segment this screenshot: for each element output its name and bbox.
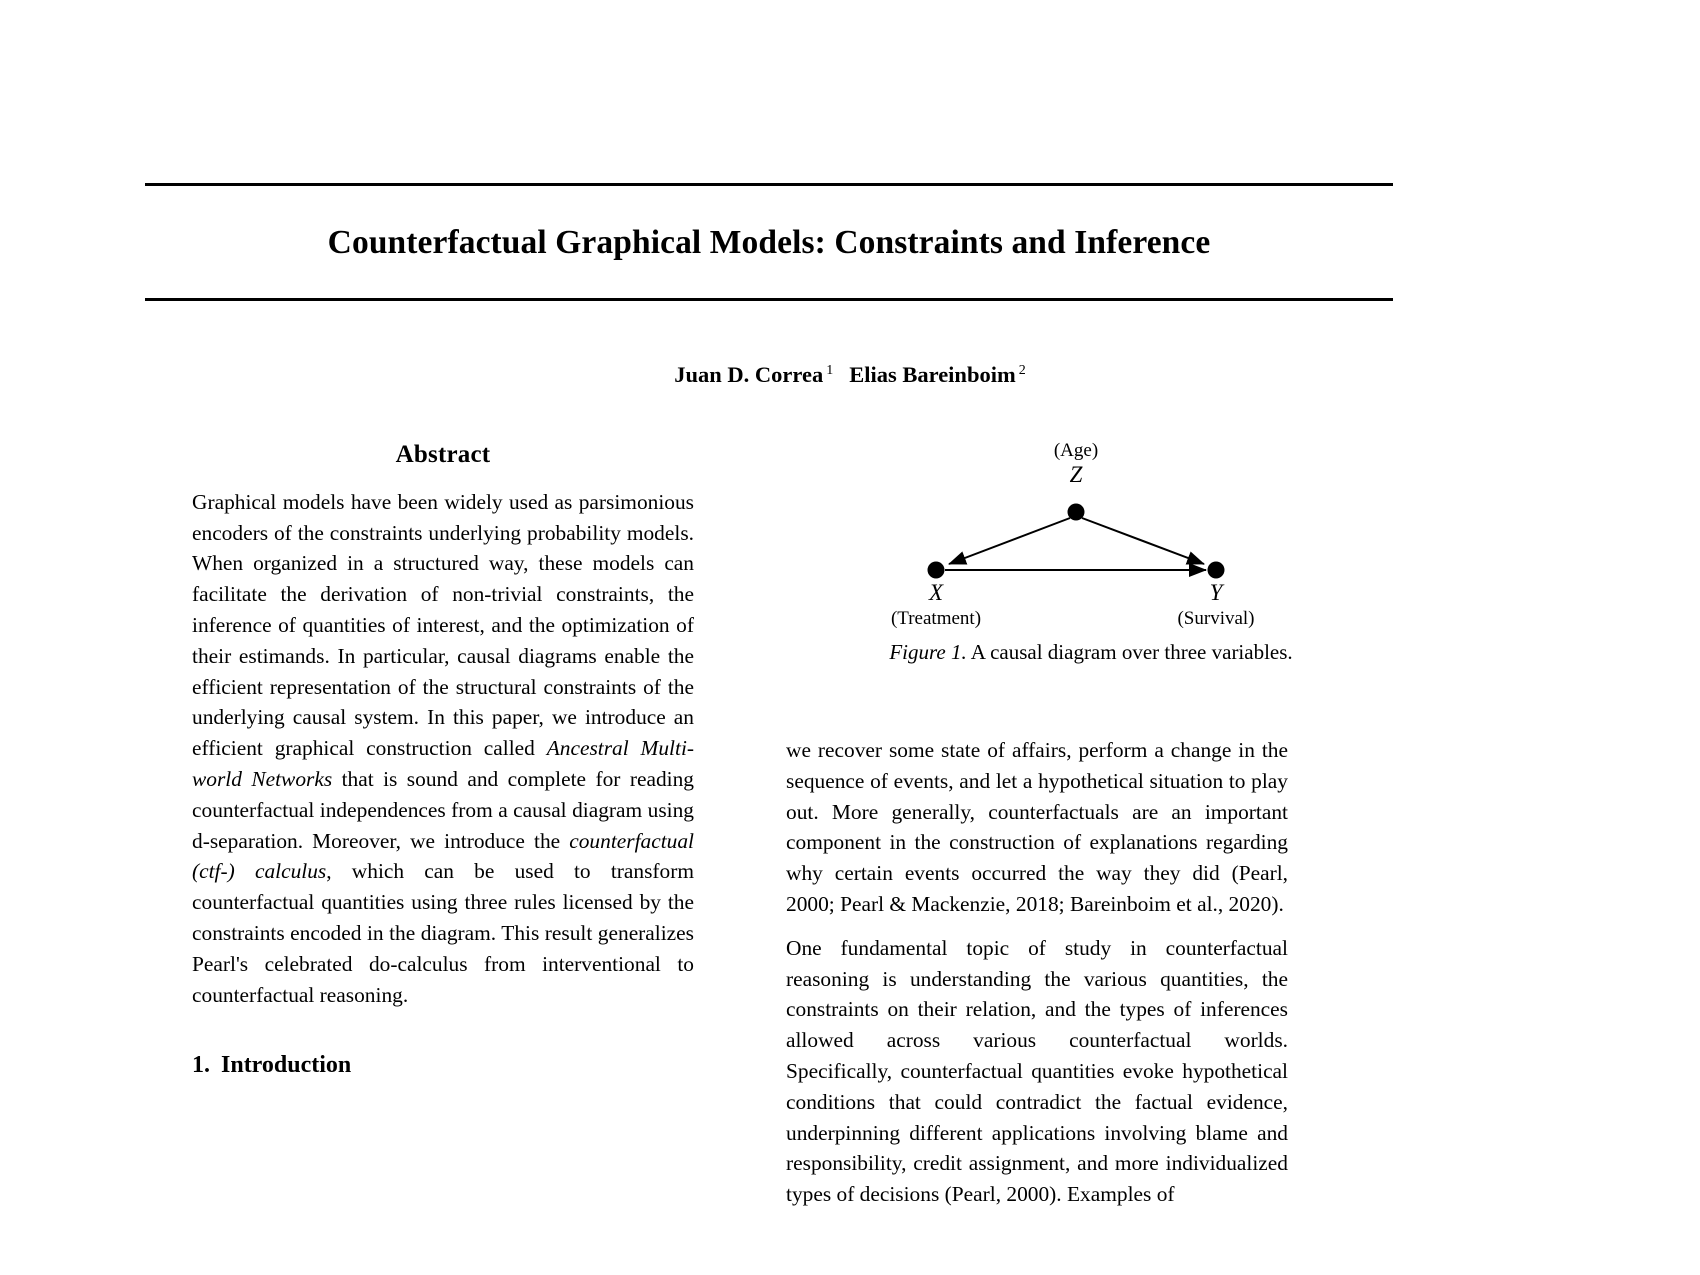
- node-x-dot: [928, 562, 945, 579]
- body-paragraph-2: One fundamental topic of study in counterfactual reasoning is understanding the various quantities, the constraints on their relation, and the types of inferences allowed across various counterfactual worlds. Specifically, counterfactual quantities evoke hypothetical conditions that could contradict the factual evidence, underpinning different applications involving blame and responsibility, credit assignment, and more individualized types of decisions (Pearl, 2000). Examples of: [786, 935, 1288, 1207]
- author-affiliation-marker: 2: [1018, 362, 1026, 378]
- node-y-dot: [1208, 562, 1225, 579]
- body-paragraph-1: we recover some state of affairs, perform a change in the sequence of events, and let a hypothetical situation to play out. More generally, counterfactuals are an important component in the construction of explanations regarding why certain events occurred the way they did (Pearl, 2000; Pearl & Mackenzie, 2018; Bareinboim et al., 2020).: [786, 738, 1288, 916]
- edge-z-to-x: [949, 518, 1070, 564]
- page-title: Counterfactual Graphical Models: Constraints and Inference: [327, 224, 1211, 261]
- author-affiliation-marker: 1: [826, 362, 834, 378]
- author-entry: [674, 362, 833, 387]
- node-z-label: Z: [1069, 462, 1083, 487]
- left-column: [192, 440, 694, 1081]
- section-number: 1.: [192, 1052, 210, 1079]
- author-name: Elias Bareinboim: [849, 362, 1016, 387]
- title-block: [145, 183, 1393, 301]
- abstract-heading: Abstract: [395, 441, 491, 468]
- node-x-annotation: (Treatment): [890, 608, 982, 629]
- abstract-text: [192, 487, 694, 1011]
- right-column: [786, 735, 1288, 1210]
- edge-z-to-y: [1082, 518, 1204, 564]
- author-name: Juan D. Correa: [674, 362, 824, 387]
- node-z-dot: [1068, 504, 1085, 521]
- author-list: [0, 362, 1700, 388]
- figure-caption: [811, 638, 1371, 666]
- figure-number: Figure 1.: [889, 640, 967, 664]
- author-entry: [849, 362, 1026, 387]
- causal-diagram: [786, 440, 1396, 629]
- node-y-label: Y: [1209, 580, 1223, 605]
- figure-caption-text: A causal diagram over three variables.: [966, 640, 1293, 664]
- section-title: Introduction: [221, 1052, 352, 1079]
- figure-1: [786, 440, 1396, 666]
- node-z-annotation: (Age): [1053, 440, 1099, 461]
- abstract-part-2: that is sound and complete for reading counterfactual independences from a causal diagram using d-separation. Moreover, we introduce the: [192, 766, 694, 853]
- abstract-part-3: , which can be used to transform counterfactual quantities using three rules licensed by the constraints encoded in the diagram. This result generalizes Pearl's celebrated do-calculus from interventional to counterfactual reasoning.: [192, 859, 694, 1007]
- abstract-part-1: Graphical models have been widely used as parsimonious encoders of the constraints underlying probability models. When organized in a structured way, these models can facilitate the derivation of non-trivial constraints, the inference of quantities of interest, and the optimization of their estimands. In particular, causal diagrams enable the efficient representation of the structural constraints of the underlying causal system. In this paper, we introduce an efficient graphical construction called: [192, 489, 694, 761]
- node-x-label: X: [928, 580, 944, 605]
- node-y-annotation: (Survival): [1177, 608, 1255, 629]
- abstract-italic-term-2: counterfactual (ctf-) calculus: [192, 828, 694, 884]
- section-heading-introduction: [192, 1050, 694, 1081]
- abstract-italic-term-1: Ancestral Multi-world Networks: [192, 736, 695, 791]
- title-rule-bottom: [145, 298, 1393, 301]
